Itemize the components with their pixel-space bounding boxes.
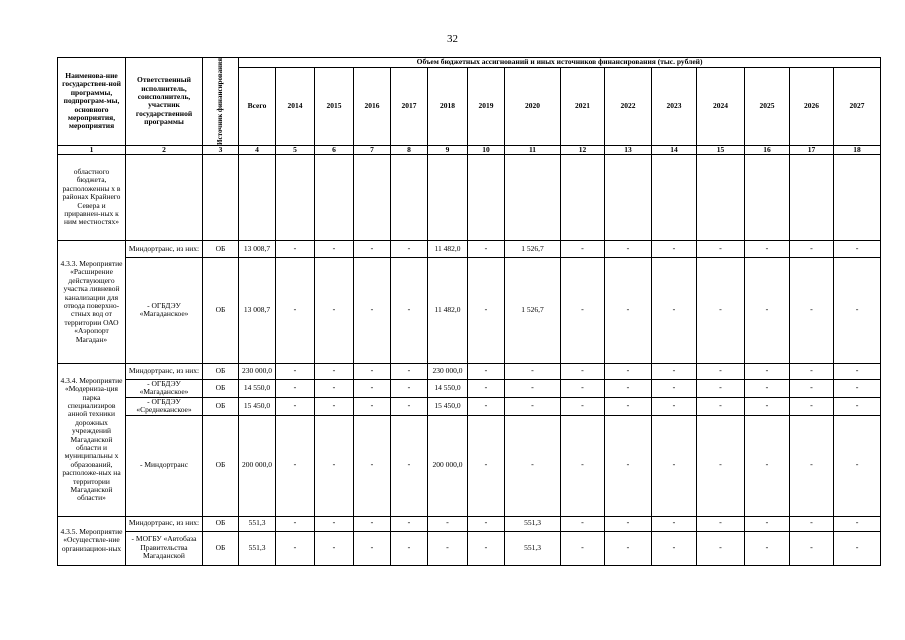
row-value: - <box>276 531 315 565</box>
column-number: 8 <box>391 145 428 154</box>
header-year: 2022 <box>605 68 652 146</box>
column-number: 15 <box>697 145 745 154</box>
row-value: - <box>468 516 505 531</box>
row-value: - <box>354 516 391 531</box>
table-row <box>58 531 881 565</box>
table-row <box>58 363 881 379</box>
row-source: ОБ <box>203 257 239 363</box>
row-value: - <box>652 531 697 565</box>
row-total: 200 000,0 <box>239 415 276 516</box>
column-number: 17 <box>790 145 834 154</box>
row-value: - <box>468 257 505 363</box>
row-responsible: Миндортранс, из них: <box>126 516 203 531</box>
row-value: - <box>391 363 428 379</box>
header-year: 2027 <box>834 68 881 146</box>
row-value: 1 526,7 <box>505 257 561 363</box>
column-number: 4 <box>239 145 276 154</box>
row-value: - <box>745 531 790 565</box>
row-name: областного бюджета, расположенны х в районах Крайнего Севера и приравнен-ных к ним местностях» <box>58 154 126 240</box>
row-value: 14 550,0 <box>428 379 468 397</box>
row-value: - <box>652 415 697 516</box>
row-value: - <box>468 531 505 565</box>
row-value <box>391 154 428 240</box>
row-source <box>203 154 239 240</box>
row-value: - <box>505 415 561 516</box>
row-value: - <box>605 415 652 516</box>
header-year: 2021 <box>561 68 605 146</box>
row-value: - <box>276 240 315 257</box>
row-value <box>697 154 745 240</box>
row-value: - <box>468 363 505 379</box>
column-number: 18 <box>834 145 881 154</box>
row-value: - <box>354 379 391 397</box>
column-number: 16 <box>745 145 790 154</box>
row-value: - <box>391 516 428 531</box>
row-value: 1 526,7 <box>505 240 561 257</box>
row-source: ОБ <box>203 531 239 565</box>
row-value: - <box>745 257 790 363</box>
table-row <box>58 379 881 397</box>
financing-table <box>57 57 881 566</box>
header-year: 2019 <box>468 68 505 146</box>
row-value: - <box>561 257 605 363</box>
column-numbers-row <box>58 145 881 154</box>
row-value: - <box>790 257 834 363</box>
column-number: 9 <box>428 145 468 154</box>
row-value: 200 000,0 <box>428 415 468 516</box>
row-value: - <box>315 516 354 531</box>
row-value: - <box>790 240 834 257</box>
column-number: 13 <box>605 145 652 154</box>
row-value: - <box>468 415 505 516</box>
row-value: - <box>745 415 790 516</box>
header-source <box>203 58 239 146</box>
row-responsible <box>126 154 203 240</box>
row-value: - <box>561 397 605 415</box>
column-number: 1 <box>58 145 126 154</box>
row-value <box>468 154 505 240</box>
row-value: - <box>505 363 561 379</box>
row-value: 551,3 <box>505 531 561 565</box>
header-year: 2025 <box>745 68 790 146</box>
header-source-text: Источник финансирования <box>216 58 225 145</box>
table-row <box>58 257 881 363</box>
row-value <box>790 154 834 240</box>
row-value: - <box>745 516 790 531</box>
header-year: 2026 <box>790 68 834 146</box>
row-value: - <box>505 379 561 397</box>
row-value <box>652 154 697 240</box>
row-value: - <box>276 363 315 379</box>
row-value: - <box>605 397 652 415</box>
row-value: - <box>790 363 834 379</box>
header-year: 2020 <box>505 68 561 146</box>
row-source: ОБ <box>203 397 239 415</box>
row-value: - <box>468 379 505 397</box>
row-value: 11 482,0 <box>428 257 468 363</box>
row-value: - <box>391 379 428 397</box>
row-value <box>354 154 391 240</box>
row-value: - <box>834 363 881 379</box>
row-responsible: - ОГБДЭУ «Среднеканское» <box>126 397 203 415</box>
row-total: 13 008,7 <box>239 257 276 363</box>
column-number: 7 <box>354 145 391 154</box>
page-number: 32 <box>447 33 458 45</box>
row-value: - <box>834 531 881 565</box>
header-year: 2014 <box>276 68 315 146</box>
row-value: - <box>745 363 790 379</box>
row-value: - <box>315 240 354 257</box>
row-value: - <box>834 257 881 363</box>
row-value: - <box>276 415 315 516</box>
row-responsible: - МОГБУ «Автобаза Правительства Магаданской <box>126 531 203 565</box>
row-value: - <box>391 397 428 415</box>
row-value: - <box>697 240 745 257</box>
column-number: 14 <box>652 145 697 154</box>
row-value: - <box>790 397 834 415</box>
row-value: - <box>391 240 428 257</box>
row-responsible: Миндортранс, из них: <box>126 363 203 379</box>
row-value: - <box>745 379 790 397</box>
column-number: 5 <box>276 145 315 154</box>
row-value <box>505 154 561 240</box>
row-value: - <box>354 415 391 516</box>
row-value: - <box>605 257 652 363</box>
row-responsible: Миндортранс, из них: <box>126 240 203 257</box>
row-responsible: - Миндортранс <box>126 415 203 516</box>
row-value: - <box>315 257 354 363</box>
column-number: 10 <box>468 145 505 154</box>
row-value: - <box>505 397 561 415</box>
row-value: - <box>428 516 468 531</box>
row-value: - <box>605 240 652 257</box>
header-year: 2017 <box>391 68 428 146</box>
row-value: - <box>697 363 745 379</box>
row-total: 14 550,0 <box>239 379 276 397</box>
row-value: 11 482,0 <box>428 240 468 257</box>
row-value <box>834 154 881 240</box>
row-value: - <box>834 379 881 397</box>
row-value: - <box>561 415 605 516</box>
row-value: - <box>354 363 391 379</box>
row-value: - <box>391 257 428 363</box>
row-value: - <box>276 516 315 531</box>
row-total: 551,3 <box>239 516 276 531</box>
row-value: - <box>391 415 428 516</box>
row-value: - <box>605 379 652 397</box>
row-value: - <box>652 516 697 531</box>
row-value: - <box>561 363 605 379</box>
row-value: - <box>697 379 745 397</box>
row-value: - <box>745 240 790 257</box>
row-value: - <box>605 363 652 379</box>
column-number: 3 <box>203 145 239 154</box>
row-value: - <box>652 240 697 257</box>
row-value: - <box>790 379 834 397</box>
table-row <box>58 516 881 531</box>
row-value: - <box>834 516 881 531</box>
row-value: - <box>652 257 697 363</box>
column-number: 11 <box>505 145 561 154</box>
header-name: Наименова-ние государствен-ной программы, подпрограм-мы, основного мероприятия, мероприятия <box>58 58 126 146</box>
row-value: - <box>697 397 745 415</box>
column-number: 12 <box>561 145 605 154</box>
row-value: - <box>745 397 790 415</box>
row-value: - <box>391 531 428 565</box>
row-name: 4.3.4. Мероприятие «Модерниза-ция парка специализиров анной техники дорожных учреждений Магаданской области и муниципальны х образований, расположе-ных на территории Магаданской области» <box>58 363 126 516</box>
row-value: - <box>652 363 697 379</box>
row-value: - <box>605 516 652 531</box>
row-value: - <box>315 363 354 379</box>
header-responsible: Ответственный исполнитель, соисполнитель, участник государственной программы <box>126 58 203 146</box>
row-value <box>428 154 468 240</box>
header-total: Всего <box>239 68 276 146</box>
row-value: - <box>790 415 834 516</box>
row-value: - <box>315 379 354 397</box>
row-value: - <box>315 397 354 415</box>
row-value: 230 000,0 <box>428 363 468 379</box>
row-value: - <box>834 415 881 516</box>
row-value: - <box>697 257 745 363</box>
row-value: - <box>790 516 834 531</box>
row-value: - <box>561 531 605 565</box>
row-value: - <box>652 379 697 397</box>
row-total: 551,3 <box>239 531 276 565</box>
row-value: - <box>468 240 505 257</box>
row-value: - <box>605 531 652 565</box>
row-total: 230 000,0 <box>239 363 276 379</box>
row-value: - <box>697 531 745 565</box>
row-source: ОБ <box>203 240 239 257</box>
row-value: - <box>276 379 315 397</box>
row-value: 15 450,0 <box>428 397 468 415</box>
row-responsible: - ОГБДЭУ «Магаданское» <box>126 379 203 397</box>
table-row <box>58 240 881 257</box>
row-value <box>605 154 652 240</box>
row-name: 4.3.5. Мероприятие «Осуществле-ние организацион-ных <box>58 516 126 565</box>
row-value: - <box>428 531 468 565</box>
header-year: 2015 <box>315 68 354 146</box>
row-value <box>561 154 605 240</box>
row-value: - <box>354 397 391 415</box>
row-value <box>315 154 354 240</box>
row-total: 13 008,7 <box>239 240 276 257</box>
row-value: 551,3 <box>505 516 561 531</box>
row-value: - <box>652 397 697 415</box>
row-value: - <box>354 257 391 363</box>
row-total: 15 450,0 <box>239 397 276 415</box>
row-value: - <box>561 516 605 531</box>
header-year: 2023 <box>652 68 697 146</box>
row-value: - <box>790 531 834 565</box>
header-year: 2024 <box>697 68 745 146</box>
row-source: ОБ <box>203 516 239 531</box>
row-source: ОБ <box>203 379 239 397</box>
row-value: - <box>561 240 605 257</box>
header-year: 2016 <box>354 68 391 146</box>
row-source: ОБ <box>203 415 239 516</box>
row-value: - <box>834 240 881 257</box>
row-value: - <box>834 397 881 415</box>
header-year: 2018 <box>428 68 468 146</box>
row-value: - <box>276 257 315 363</box>
header-group-title: Объем бюджетных ассигнований и иных источников финансирования (тыс. рублей) <box>239 58 881 68</box>
row-responsible: - ОГБДЭУ «Магаданское» <box>126 257 203 363</box>
row-value: - <box>561 379 605 397</box>
row-value: - <box>315 531 354 565</box>
row-name: 4.3.3. Мероприятие «Расширение действующего участка ливневой канализации для отвода поверхно-стных вод от территории ОАО «Аэропорт Магадан» <box>58 240 126 363</box>
row-value <box>276 154 315 240</box>
row-value: - <box>354 240 391 257</box>
row-total <box>239 154 276 240</box>
row-source: ОБ <box>203 363 239 379</box>
row-value: - <box>468 397 505 415</box>
row-value: - <box>354 531 391 565</box>
row-value: - <box>276 397 315 415</box>
table-row <box>58 415 881 516</box>
row-value: - <box>697 415 745 516</box>
row-value: - <box>697 516 745 531</box>
column-number: 2 <box>126 145 203 154</box>
column-number: 6 <box>315 145 354 154</box>
row-value: - <box>315 415 354 516</box>
table-row <box>58 397 881 415</box>
row-value <box>745 154 790 240</box>
